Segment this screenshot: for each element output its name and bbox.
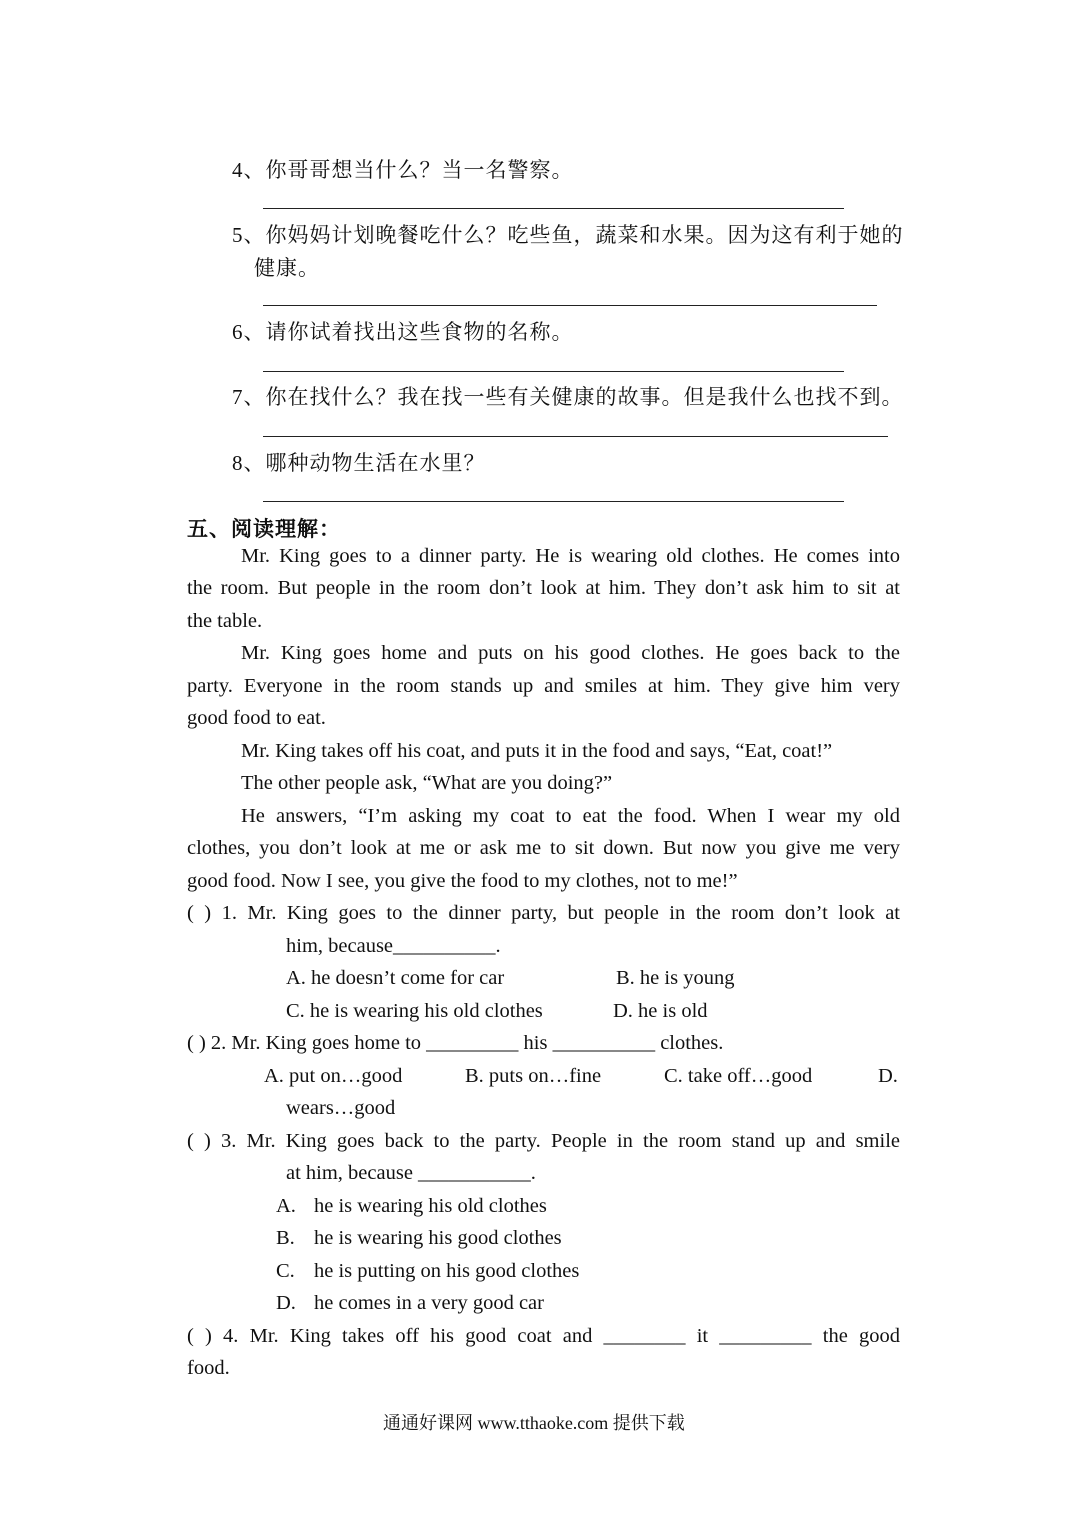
passage-line: Mr. King goes to a dinner party. He is wearing old clothes. He comes into (241, 545, 900, 567)
passage-line: clothes, you don’t look at me or ask me to sit down. But now you give me very (187, 837, 900, 859)
option-c: C. he is wearing his old clothes (286, 1000, 543, 1022)
option-d: he comes in a very good car (314, 1292, 544, 1314)
answer-line-6 (263, 371, 844, 372)
translation-item-5: 5、你妈妈计划晚餐吃什么？吃些鱼，蔬菜和水果。因为这有利于她的 (232, 223, 904, 247)
section-title: 五、阅读理解： (187, 517, 341, 541)
option-b-letter: B. (276, 1227, 295, 1249)
question-3: ( ) 3. Mr. King goes back to the party. People in the room stand up and smile (187, 1130, 900, 1152)
option-a-letter: A. (276, 1195, 296, 1217)
answer-line-8 (263, 501, 844, 502)
option-b: B. he is young (616, 967, 735, 989)
passage-line: party. Everyone in the room stands up and smiles at him. They give him very (187, 675, 900, 697)
footer-text: 通通好课网 www.tthaoke.com 提供下载 (383, 1413, 685, 1433)
translation-item-6: 6、请你试着找出这些食物的名称。 (232, 320, 574, 344)
answer-line-7 (263, 436, 888, 437)
question-4-cont: food. (187, 1357, 230, 1379)
option-a: he is wearing his old clothes (314, 1195, 547, 1217)
passage-line: the room. But people in the room don’t look at him. They don’t ask him to sit at (187, 577, 900, 599)
passage-line: good food to eat. (187, 707, 326, 729)
passage-line: the table. (187, 610, 263, 632)
translation-item-5-cont: 健康。 (254, 256, 320, 280)
question-3-cont: at him, because ___________. (286, 1162, 536, 1184)
translation-item-4: 4、你哥哥想当什么？当一名警察。 (232, 158, 574, 182)
question-4: ( ) 4. Mr. King takes off his good coat and ________ it _________ the good (187, 1325, 900, 1347)
passage-line: The other people ask, “What are you doing?” (241, 772, 613, 794)
option-d-letter: D. (276, 1292, 296, 1314)
passage-line: He answers, “I’m asking my coat to eat the food. When I wear my old (241, 805, 900, 827)
option-b: B. puts on…fine (465, 1065, 602, 1087)
passage-line: Mr. King takes off his coat, and puts it in the food and says, “Eat, coat!” (241, 740, 833, 762)
option-c: C. take off…good (664, 1065, 813, 1087)
option-a: A. he doesn’t come for car (286, 967, 505, 989)
answer-line-5 (263, 305, 877, 306)
option-c: he is putting on his good clothes (314, 1260, 580, 1282)
option-d: D. he is old (613, 1000, 708, 1022)
option-d-cont: wears…good (286, 1097, 396, 1119)
translation-item-8: 8、哪种动物生活在水里？ (232, 451, 486, 475)
question-1: ( ) 1. Mr. King goes to the dinner party, but people in the room don’t look at (187, 902, 900, 924)
question-2: ( ) 2. Mr. King goes home to _________ his __________ clothes. (187, 1032, 724, 1054)
passage-line: good food. Now I see, you give the food to my clothes, not to me!” (187, 870, 738, 892)
passage-line: Mr. King goes home and puts on his good clothes. He goes back to the (241, 642, 900, 664)
answer-line-4 (263, 208, 844, 209)
translation-item-7: 7、你在找什么？我在找一些有关健康的故事。但是我什么也找不到。 (232, 385, 904, 409)
option-a: A. put on…good (264, 1065, 403, 1087)
option-b: he is wearing his good clothes (314, 1227, 562, 1249)
option-c-letter: C. (276, 1260, 295, 1282)
option-d: D. (878, 1065, 898, 1087)
question-1-cont: him, because__________. (286, 935, 501, 957)
